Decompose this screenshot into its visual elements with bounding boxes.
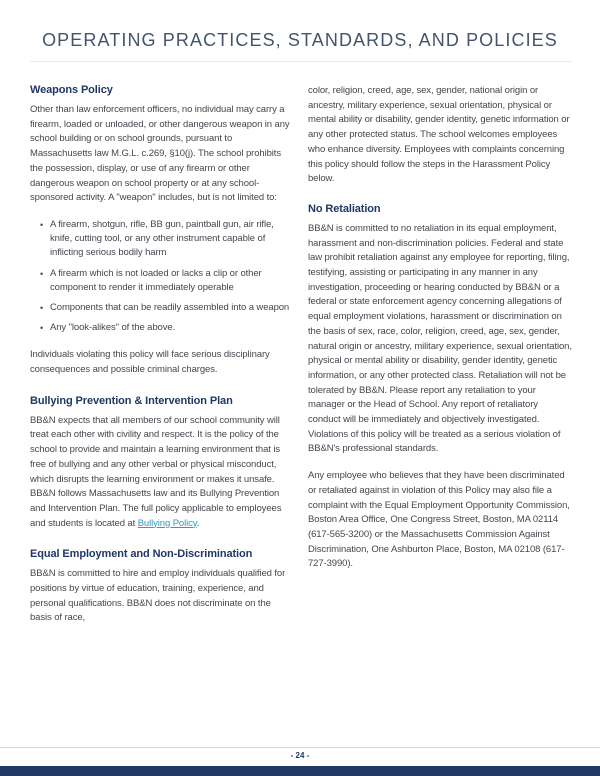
equal-employment-body: BB&N is committed to hire and employ individuals qualified for positions by virtue of education, training, experience, and personal qualifications. BB&N does not discriminate on the basis of race, [30, 568, 286, 624]
bullet-item: • Any "look-alikes" of the above. [39, 321, 295, 335]
weapons-policy-heading: Weapons Policy [30, 84, 113, 96]
section-weapons-policy [30, 84, 295, 378]
title-divider [30, 61, 572, 62]
bullying-policy-link[interactable]: Bullying Policy [137, 517, 197, 529]
bullying-prevention-body [30, 414, 295, 532]
no-retaliation-paragraph-2: Any employee who believes that they have been discriminated or retaliated against in violation of this Policy may also file a complaint with the Equal Employment Opportunity Commission, Boston Area Office, One Congress Street, Boston, MA 02114 (617-565-3200) or the Massachusetts Commission Against Discrimination, One Ashburton Place, Boston, MA 02108 (617-727-3990). [308, 470, 570, 570]
two-column-layout [30, 84, 573, 638]
footer-bar [0, 766, 600, 776]
weapons-policy-outro: Individuals violating this policy will face serious disciplinary consequences and possible criminal charges. [30, 349, 270, 376]
bullet-item: • Components that can be readily assembled into a weapon [39, 301, 295, 315]
bullying-prevention-heading: Bullying Prevention & Intervention Plan [30, 394, 233, 407]
bullet-item: • A firearm, shotgun, rifle, BB gun, paintball gun, air rifle, knife, cutting tool, or any other instrument capable of inflicting serious bodily harm [39, 218, 295, 261]
left-column [30, 84, 295, 638]
footer-divider [0, 747, 600, 748]
page-number: - 24 - [290, 751, 310, 760]
no-retaliation-paragraph-1: BB&N is committed to no retaliation in its equal employment, harassment and non-discrimination policies. Federal and state law prohibit retaliation against any employee for reporting, filing, testifying, assisting or participating in any manner in any investigation, proceeding or hearing conducted by BB&N or a federal or state enforcement agency concerning allegations of equal employment violations, harassment or discrimination on the basis of sex, race, color, religion, creed, age, sex, gender, natural origin or ancestry, military experience, sexual orientation, physical or mental ability or disability, gender identity, genetic information, or any other protected class. Retaliation will not be tolerated by BB&N. Please report any retaliation to your manager or the Head of School. Any report of retaliatory conduct will be immediately and objectively investigated. Violations of this policy will be treated as a serious violation of BB&N's professional standards. [308, 222, 572, 455]
no-retaliation-heading: No Retaliation [308, 202, 381, 215]
weapons-bullet-list [30, 218, 295, 335]
equal-employment-continued: color, religion, creed, age, sex, gender, national origin or ancestry, military experience, sexual orientation, physical or mental ability or disability, gender identity, genetic information or any other protected status. The school welcomes employees who enhance diversity. Employees with complaints concerning this policy should follow the steps in the Harassment Policy below. [308, 85, 570, 185]
right-column [308, 84, 573, 638]
section-bullying-prevention [30, 395, 295, 532]
section-equal-employment [30, 548, 295, 626]
weapons-policy-intro: Other than law enforcement officers, no individual may carry a firearm, loaded or unloaded, or other dangerous weapon in any school building or on school grounds, pursuant to Massachusetts law M.G.L. c.269, §10(j). The school prohibits the possession, display, or use of any firearm or other dangerous weapon on school property or at any school-sponsored activity. A "weapon" includes, but is not limited to: [30, 104, 290, 204]
section-no-retaliation [308, 203, 573, 572]
body-text-after-link: . [196, 517, 200, 529]
equal-employment-heading: Equal Employment and Non-Discrimination [30, 548, 253, 561]
page-title: OPERATING PRACTICES, STANDARDS, AND POLICIES [42, 30, 558, 50]
bullet-item: • A firearm which is not loaded or lacks a clip or other component to render it immediately operable [39, 267, 295, 295]
body-text-before-link: BB&N expects that all members of our school community will treat each other with civility and respect. It is the policy of the school to provide and maintain a learning environment that is free of bullying and any other verbal or physical misconduct, which disrupts the learning environment or makes it unsafe. BB&N follows Massachusetts law and its Bullying Prevention and Intervention Plan. The full policy applicable to employees and students is located at [30, 414, 282, 529]
